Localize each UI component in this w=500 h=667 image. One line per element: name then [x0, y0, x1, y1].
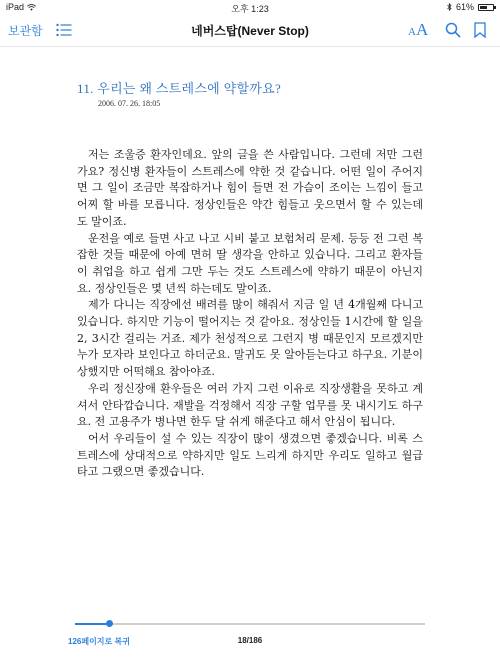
library-button[interactable]: 보관함 — [8, 24, 43, 38]
paragraph: 우리 정신장애 환우들은 여러 가지 그런 이유로 직장생활을 못하고 계셔서 안타깝습니다. 재발을 걱정해서 직장 구할 업무를 못 내시기도 하구요. 전 고용주가 병나면 한두 달 쉬게 해준다고 해서 안심이 됩니다. — [77, 381, 423, 429]
page-scrubber[interactable] — [75, 623, 425, 625]
font-large-label: A — [415, 20, 429, 39]
return-to-page-link[interactable]: 126페이지로 복귀 — [68, 637, 130, 646]
font-size-button[interactable] — [408, 20, 428, 40]
status-bar — [0, 0, 500, 14]
paragraph: 어서 우리들이 설 수 있는 직장이 많이 생겼으면 좋겠습니다. 비록 스트레스에 상대적으로 약하지만 일도 느리게 하지만 우리도 일하고 월급 타고 그랬으면 좋겠습니다. — [77, 431, 423, 479]
clock: 오후 1:23 — [231, 4, 269, 14]
chapter-date: 2006. 07. 26. 18:05 — [98, 99, 161, 108]
paragraph: 저는 조울증 환자인데요. 앞의 글을 쓴 사람입니다. 그런데 저만 그런가요? 정신병 환자들이 스트레스에 약한 것 같습니다. 어떤 일이 주어지면 그 일이 조금만 복잡하거나 힘이 들면 전 가슴이 조이는 느낌이 들고 어찌 할 바를 모릅니다. 정상인들은 약간 힘들고 웃으면서 할 수 있는데도 말이죠. — [77, 148, 423, 228]
bluetooth-icon — [447, 3, 452, 11]
battery-icon — [478, 4, 494, 11]
body-text — [77, 147, 423, 481]
paragraph: 운전을 예로 들면 사고 나고 시비 붙고 보험처리 문제. 등등 전 그런 복잡한 것들 때문에 아예 면허 딸 생각을 안하고 있습니다. 그리고 환자들이 취업을 하고 쉽게 그만 두는 것도 스트레스에 약하기 때문이 아닌지요. 정상인들은 몇 년씩 하는데도 말이죠. — [77, 231, 423, 295]
page-indicator: 18/186 — [237, 636, 263, 645]
device-label: iPad — [6, 2, 25, 12]
scrubber-knob[interactable] — [106, 620, 113, 627]
font-small-label: A — [408, 26, 416, 38]
search-icon[interactable] — [445, 22, 461, 38]
paragraph: 제가 다니는 직장에선 배려를 많이 해줘서 지금 일 년 4개월째 다니고 있습니다. 하지만 기능이 떨어지는 것 같아요. 정상인들 1시간에 할 일을 2, 3시간 걸리는 거죠. 제가 천성적으로 그런지 병 때문인지 모르겠지만 누가 모자라 보인다고 하더군요. 말귀도 못 알아듣는다고 하구요. 기분이 상했지만 어떡해요 참아야죠. — [77, 298, 423, 379]
battery-percent: 61% — [455, 2, 474, 12]
progress-fill — [75, 623, 109, 625]
nav-bar — [0, 14, 500, 47]
book-title: 네버스탑(Never Stop) — [191, 24, 309, 38]
chapter-title: 11. 우리는 왜 스트레스에 약할까요? — [77, 81, 282, 96]
bookmark-icon[interactable] — [474, 22, 486, 38]
